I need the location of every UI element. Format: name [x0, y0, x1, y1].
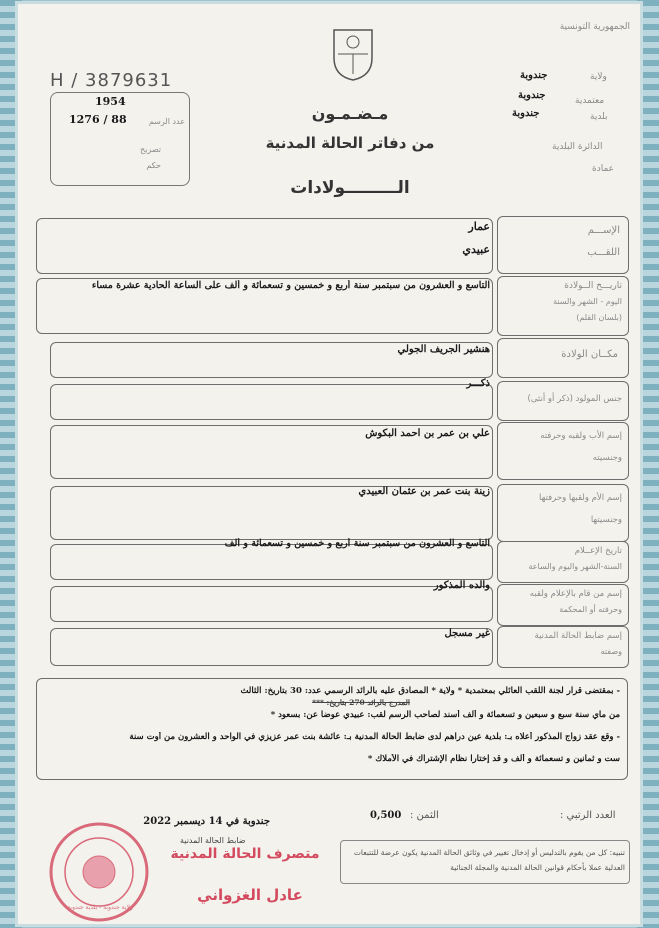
name-label: الإســـم [587, 225, 620, 236]
mother-label-1: إسم الأم ولقبها وحرفتها [539, 493, 622, 503]
notes-line-4: ست و ثمانين و تسعمائة و ألف و قد إختارا نظام الإشتراك في الأملاك * [367, 754, 620, 764]
title-births: الـــــــــولادات [290, 178, 410, 198]
mother-label-2: وجنسيتها [590, 515, 622, 525]
title-registers: من دفاتر الحالة المدنية [265, 134, 435, 152]
mother-label-box [497, 484, 629, 542]
baladia-value: جندوبة [512, 108, 540, 119]
seal-text: ولاية جندوبة - بلدية جندوبة [67, 904, 133, 911]
officer-signature-label: ضابط الحالة المدنية [180, 836, 246, 845]
title-madmoun: مـضـمـون [311, 104, 389, 123]
sex-label: جنس المولود (ذكر أو أنثى) [527, 394, 622, 404]
surname-label: اللقـــب [587, 247, 620, 258]
place-date: جندوبة في 14 ديسمبر 2022 [143, 816, 270, 827]
name-value: عمار [468, 220, 490, 233]
act-number-label: عدد الرسم [148, 117, 185, 126]
republic-title: الجمهورية التونسية [559, 22, 630, 32]
birthdate-label-3: (بلسان القلم) [576, 313, 622, 322]
place-label-box [497, 338, 629, 378]
birthdate-label-2: اليوم - الشهر والسنة [553, 297, 622, 306]
notes-line-2: من ماي سنة سبع و سبعين و تسعمائة و ألف أسند لصاحب الرسم لقب: عبيدي عوضا عن: بسعود * [270, 710, 620, 720]
baladia-label: بلدية [590, 112, 608, 122]
omada-label: عمادة [592, 164, 615, 174]
birthdate-label-1: تاريـــخ الــولادة [564, 281, 622, 291]
year-value: 1954 [95, 95, 126, 108]
place-label: مكــان الولادة [561, 349, 618, 360]
mother-value: زينة بنت عمر بن عثمان العبيدي [358, 486, 490, 497]
motamadia-label: معتمدية [575, 96, 605, 106]
warning-text: تنبيه: كل من يقوم بالتدليس أو إدخال تغيير في وثائق الحالة المدنية يكون عرضة للتتبعات العدلية عملا بأحكام قوانين الحالة المدنية والمجلة الجنائية [353, 848, 625, 872]
act-number: 1276 / 88 [69, 113, 127, 126]
stamp-title: متصرف الحالة المدنية [170, 846, 320, 862]
price-value: 0,500 [370, 810, 402, 821]
sex-label-box [497, 381, 629, 421]
hokm-label: حكم [146, 161, 161, 170]
motamadia-value: جندوبة [518, 90, 546, 101]
daira-label: الدائرة البلدية [552, 142, 603, 152]
place-value: هنشير الجريف الجولي [397, 344, 490, 355]
father-label-1: إسم الأب ولقبه وحرفته [540, 431, 622, 441]
name-label-box [497, 216, 629, 274]
sex-value: ذكـــر [466, 378, 490, 389]
father-value: علي بن عمر بن احمد البكوش [365, 428, 490, 439]
declarant-label-1: إسم من قام بالإعلام ولقبه [529, 589, 622, 599]
serial-number: H / 3879631 [50, 70, 173, 91]
declarant-value-box [50, 586, 493, 622]
declaration-label-box [497, 541, 629, 583]
declarant-label-2: وحرفته أو المحكمة [559, 605, 622, 614]
declaration-value-box [50, 544, 493, 580]
birthdate-value: التاسع و العشرون من سبتمبر سنة أربع و خمسين و تسعمائة و ألف على الساعة الحادية عشرة مساء [91, 280, 490, 291]
officer-label-1: إسم ضابط الحالة المدنية [534, 631, 622, 641]
stamp-name: عادل الغزواني [197, 886, 303, 904]
tunisia-emblem-icon [330, 22, 376, 82]
declaration-label-1: تاريخ الإعــلام [574, 546, 622, 556]
father-label-box [497, 422, 629, 480]
declaration-label-2: السنة-الشهر واليوم والساعة [528, 562, 622, 571]
declarant-label-box [497, 584, 629, 626]
price-label: الثمن : [410, 810, 439, 821]
right-border [637, 0, 659, 928]
officer-label-box [497, 626, 629, 668]
notes-line-1: - بمقتضى قرار لجنة اللقب العائلي بمعتمدية * ولاية * المصادق عليه بالرائد الرسمي عدد: 30 بتاريخ: الثالث [240, 686, 620, 696]
act-info-box [50, 92, 190, 186]
declarant-value: والده المذكور [433, 580, 490, 591]
father-label-2: وجنسيته [592, 453, 622, 463]
notes-line-3: - وقع عقد زواج المذكور أعلاه بـ: بلدية عين دراهم لدى ضابط الحالة المدنية بـ: عائشة بنت عمر عزيزي في الواحد و العشرون من أوت سنة [129, 732, 620, 742]
declaration-value: التاسع و العشرون من سبتمبر سنة أربع و خمسين و تسعمائة و ألف [224, 538, 490, 549]
birthdate-label-box [497, 276, 629, 336]
officer-label-2: وصفته [600, 647, 622, 656]
tasrih-label: تصريح [140, 145, 161, 154]
warning-box [340, 840, 630, 884]
wilaya-label: ولاية [590, 72, 607, 82]
wilaya-value: جندوبة [520, 70, 548, 81]
fiscal-label: العدد الرتبي : [560, 810, 616, 821]
surname-value: عبيدي [462, 243, 490, 256]
officer-value: غير مسجل [444, 628, 490, 639]
notes-crossed-text: المدرج بالرائد 270 بتاريخ: *** [312, 698, 410, 707]
sex-value-box [50, 384, 493, 420]
